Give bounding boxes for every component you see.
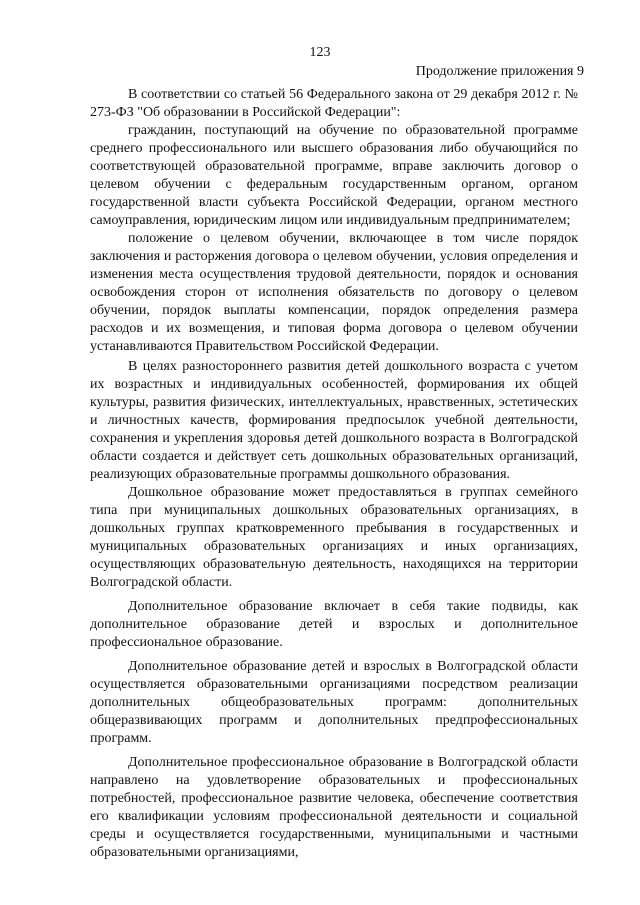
paragraph-preschool-network: В целях разностороннего развития детей дошкольного возраста с учетом их возрастных и индивидуальных особенностей, формирования их общей культуры, развития физических, интеллектуальных, нравственных, эстетических и личностных качеств, формирования предпосылок учебной деятельности, сохранения и укрепления здоровья детей дошкольного возраста в Волгоградской области создается и действует сеть дошкольных образовательных организаций, реализующих образовательные программы дошкольного образования.	[90, 359, 578, 482]
document-body	[90, 84, 578, 862]
paragraph-law-reference: В соответствии со статьей 56 Федерального закона от 29 декабря 2012 г. № 273-ФЗ "Об образовании в Российской Федерации":	[90, 87, 578, 120]
page-number: 123	[309, 45, 331, 60]
paragraph-citizen-contract: гражданин, поступающий на обучение по образовательной программе среднего профессионального или высшего образования либо обучающийся по соответствующей образовательной программе, вправе заключить договор о целевом обучении с федеральным государственным органом, органом государственной власти субъекта Российской Федерации, органом местного самоуправления, юридическим лицом или индивидуальным предпринимателем;	[90, 123, 578, 228]
paragraph-additional-education-children-adults: Дополнительное образование детей и взрослых в Волгоградской области осуществляется образовательными организациями посредством реализации дополнительных общеобразовательных программ: дополнительных общеразвивающих программ и дополнительных предпрофессиональных программ.	[90, 659, 578, 746]
paragraph-additional-professional-education: Дополнительное профессиональное образование в Волгоградской области направлено на удовлетворение образовательных и профессиональных потребностей, профессиональное развитие человека, обеспечение соответствия его квалификации условиям профессиональной деятельности и социальной среды и осуществляется государственными, муниципальными и частными образовательными организациями,	[90, 755, 578, 860]
paragraph-target-training-regulation: положение о целевом обучении, включающее в том числе порядок заключения и расторжения договора о целевом обучении, условия определения и изменения места осуществления трудовой деятельности, порядок и основания освобождения сторон от исполнения обязательств по договору о целевом обучении, порядок выплаты компенсации, порядок определения размера расходов и их возмещения, и типовая форма договора о целевом обучении устанавливаются Правительством Российской Федерации.	[90, 231, 578, 354]
appendix-continuation-label: Продолжение приложения 9	[415, 64, 584, 79]
paragraph-preschool-groups: Дошкольное образование может предоставляться в группах семейного типа при муниципальных дошкольных образовательных организациях, в дошкольных группах кратковременного пребывания в государственных и муниципальных образовательных организациях и иных организациях, осуществляющих образовательную деятельность, находящихся на территории Волгоградской области.	[90, 485, 578, 590]
paragraph-additional-education: Дополнительное образование включает в себя такие подвиды, как дополнительное образование детей и взрослых и дополнительное профессиональное образование.	[90, 599, 578, 650]
